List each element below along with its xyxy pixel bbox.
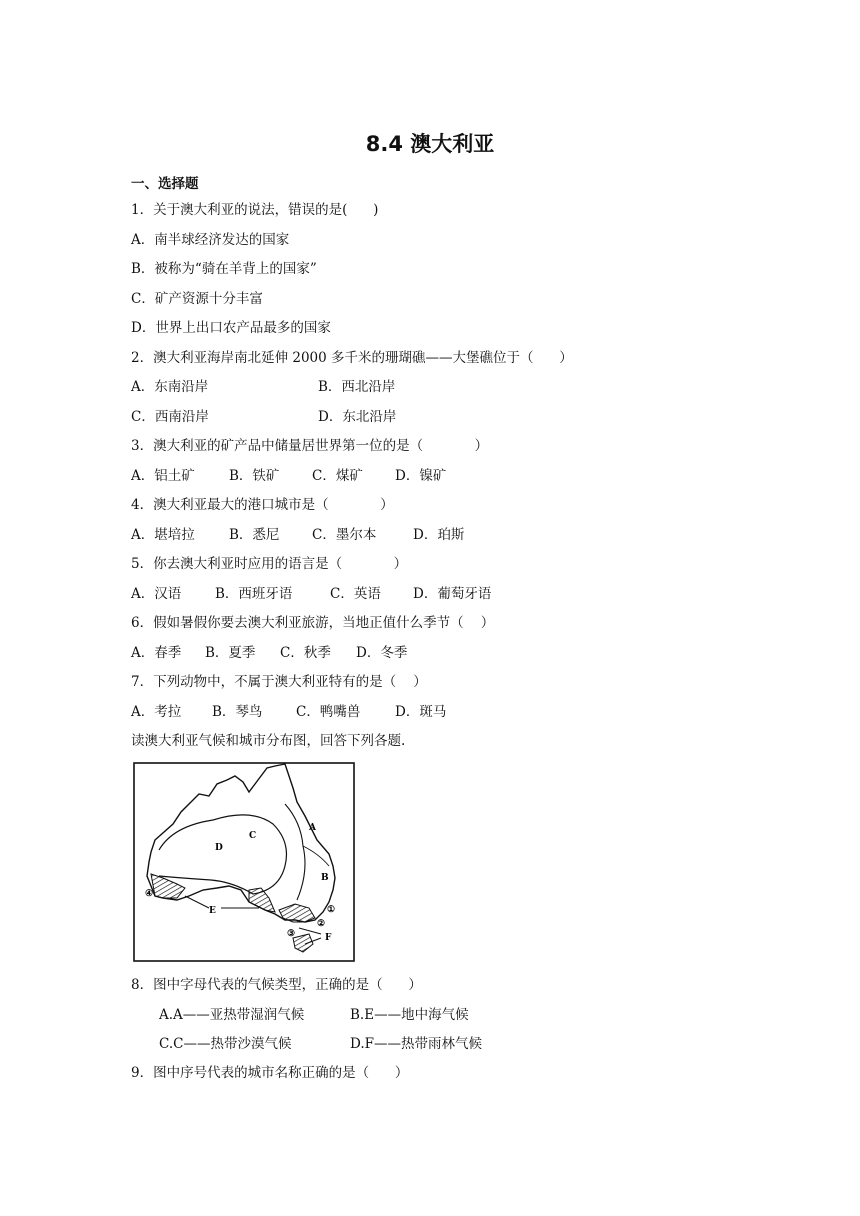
australia-climate-map <box>133 762 355 962</box>
question-stem: 7．下列动物中，不属于澳大利亚特有的是（ ） <box>131 674 427 690</box>
option: D．斑马 <box>395 704 447 720</box>
question-stem: 5．你去澳大利亚时应用的语言是（ ） <box>131 556 408 572</box>
option: B．琴鸟 <box>212 704 263 720</box>
option: A．考拉 <box>131 704 182 720</box>
option: C．英语 <box>330 586 381 602</box>
option: A．春季 <box>131 645 182 661</box>
option: A.A——亚热带湿润气候 <box>159 1007 305 1023</box>
option: B.E——地中海气候 <box>350 1007 469 1023</box>
option: B．西北沿岸 <box>318 379 396 395</box>
option: A．汉语 <box>131 586 182 602</box>
option: C．墨尔本 <box>312 527 377 543</box>
question-stem: 9．图中序号代表的城市名称正确的是（ ） <box>131 1065 409 1081</box>
question-stem: 6．假如暑假你要去澳大利亚旅游，当地正值什么季节（ ） <box>131 615 495 631</box>
option: B．悉尼 <box>229 527 280 543</box>
option: B．被称为“骑在羊背上的国家” <box>131 261 317 277</box>
option: A．铝土矿 <box>131 468 195 484</box>
label-2: ② <box>317 919 326 929</box>
label-f: F <box>325 933 332 943</box>
label-b: B <box>321 873 329 883</box>
question-stem: 8．图中字母代表的气候类型，正确的是（ ） <box>131 977 422 993</box>
option: B．西班牙语 <box>215 586 293 602</box>
page-title: 8.4 澳大利亚 <box>365 132 495 156</box>
option: D.F——热带雨林气候 <box>350 1036 483 1052</box>
option: C．矿产资源十分丰富 <box>131 291 263 307</box>
label-1: ① <box>327 905 336 915</box>
option: C.C——热带沙漠气候 <box>159 1036 292 1052</box>
option: C．秋季 <box>280 645 331 661</box>
option: D．世界上出口农产品最多的国家 <box>131 320 331 336</box>
question-stem: 4．澳大利亚最大的港口城市是（ ） <box>131 497 394 513</box>
option: A．南半球经济发达的国家 <box>131 232 290 248</box>
label-c: C <box>249 831 257 841</box>
option: D．冬季 <box>356 645 408 661</box>
option: D．葡萄牙语 <box>413 586 492 602</box>
option: B．铁矿 <box>229 468 280 484</box>
reading-prompt: 读澳大利亚气候和城市分布图，回答下列各题. <box>131 733 406 749</box>
option: B．夏季 <box>205 645 256 661</box>
label-e: E <box>209 906 216 916</box>
question-stem: 1．关于澳大利亚的说法，错误的是( ) <box>131 202 379 218</box>
section-heading: 一、选择题 <box>131 176 199 192</box>
label-a: A <box>309 823 316 833</box>
label-3: ③ <box>287 929 296 939</box>
option: A．东南沿岸 <box>131 379 209 395</box>
option: D．东北沿岸 <box>318 409 397 425</box>
question-stem: 3．澳大利亚的矿产品中储量居世界第一位的是（ ） <box>131 438 489 454</box>
option: C．西南沿岸 <box>131 409 209 425</box>
label-4: ④ <box>145 889 154 899</box>
option: A．堪培拉 <box>131 527 195 543</box>
option: D．镍矿 <box>395 468 447 484</box>
option: D．珀斯 <box>413 527 465 543</box>
option: C．煤矿 <box>312 468 363 484</box>
label-d: D <box>215 843 223 853</box>
question-stem: 2．澳大利亚海岸南北延伸 2000 多千米的珊瑚礁——大堡礁位于（ ） <box>131 350 573 366</box>
option: C．鸭嘴兽 <box>296 704 361 720</box>
